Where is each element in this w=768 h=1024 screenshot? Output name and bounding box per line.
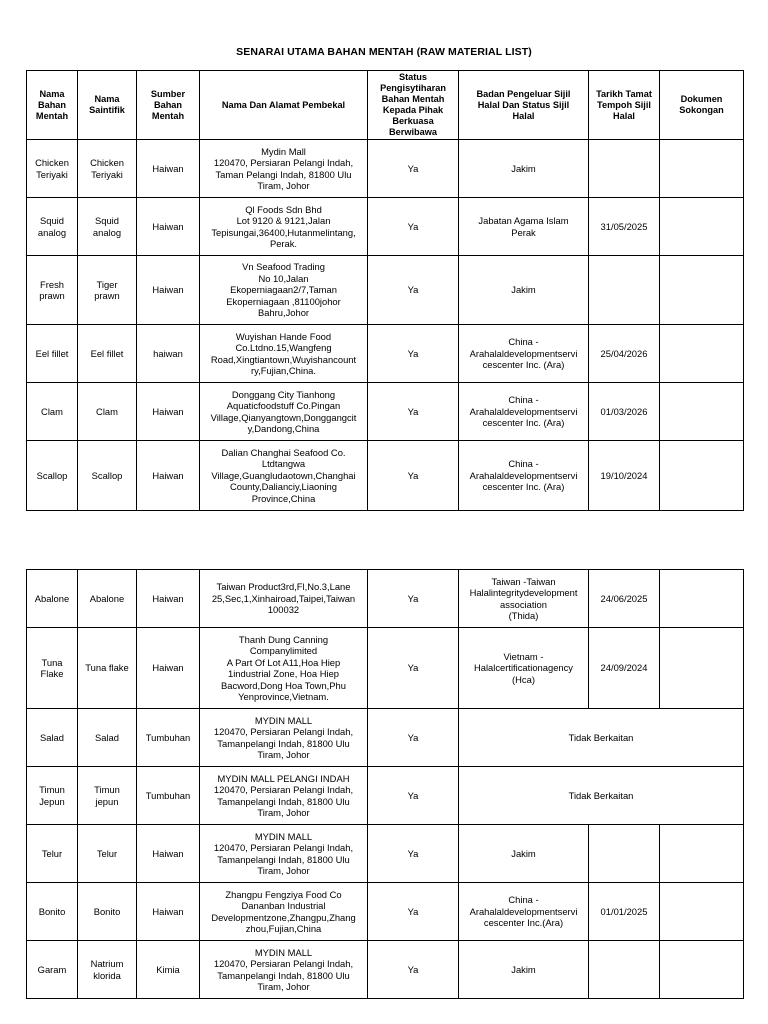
cell-tarikh-tamat: 24/06/2025 [589,570,660,628]
cell-badan-pengeluar-merged: Tidak Berkaitan [459,709,744,767]
cell-badan-pengeluar-merged: Tidak Berkaitan [459,767,744,825]
cell-sumber-bahan-mentah: Tumbuhan [137,767,200,825]
cell-badan-pengeluar: Jakim [459,825,589,883]
cell-status-pengisytiharan: Ya [368,325,459,383]
cell-status-pengisytiharan: Ya [368,941,459,999]
table-row [27,198,744,256]
cell-dokumen-sokongan [660,383,744,441]
cell-sumber-bahan-mentah: Haiwan [137,383,200,441]
cell-sumber-bahan-mentah: Kimia [137,941,200,999]
cell-pembekal: Wuyishan Hande Food Co.Ltdno.15,Wangfeng Road,Xingtiantown,Wuyishancount ry,Fujian,China. [200,325,368,383]
table-row [27,709,744,767]
header-tarikh-tamat-tempoh: Tarikh Tamat Tempoh Sijil Halal [589,71,660,140]
table-row [27,383,744,441]
cell-badan-pengeluar: China - Arahalaldevelopmentservi cescenter Inc.(Ara) [459,883,589,941]
cell-dokumen-sokongan [660,628,744,709]
cell-status-pengisytiharan: Ya [368,256,459,325]
cell-status-pengisytiharan: Ya [368,140,459,198]
cell-badan-pengeluar: Taiwan -Taiwan Halalintegritydevelopment association (Thida) [459,570,589,628]
header-nama-bahan-mentah: Nama Bahan Mentah [27,71,78,140]
cell-pembekal: MYDIN MALL 120470, Persiaran Pelangi Indah, Tamanpelangi Indah, 81800 Ulu Tiram, Johor [200,825,368,883]
cell-nama-saintifik: Natrium klorida [78,941,137,999]
cell-pembekal: Vn Seafood Trading No 10,Jalan Ekoperniagaan2/7,Taman Ekoperniagaan ,81100johor Bahru,Johor [200,256,368,325]
cell-nama-saintifik: Timun jepun [78,767,137,825]
cell-dokumen-sokongan [660,883,744,941]
cell-badan-pengeluar: Jakim [459,140,589,198]
table-row [27,941,744,999]
document-title: SENARAI UTAMA BAHAN MENTAH (RAW MATERIAL LIST) [236,46,532,58]
cell-nama-saintifik: Squid analog [78,198,137,256]
cell-tarikh-tamat [589,256,660,325]
cell-tarikh-tamat: 31/05/2025 [589,198,660,256]
cell-nama-bahan-mentah: Squid analog [27,198,78,256]
cell-nama-bahan-mentah: Bonito [27,883,78,941]
cell-nama-bahan-mentah: Eel fillet [27,325,78,383]
table-header-row [27,71,744,140]
cell-sumber-bahan-mentah: Haiwan [137,570,200,628]
cell-nama-saintifik: Clam [78,383,137,441]
cell-status-pengisytiharan: Ya [368,709,459,767]
cell-status-pengisytiharan: Ya [368,570,459,628]
cell-nama-bahan-mentah: Scallop [27,441,78,511]
cell-pembekal: Taiwan Product3rd,Fl,No.3,Lane 25,Sec,1,Xinhairoad,Taipei,Taiwan 100032 [200,570,368,628]
table-row [27,628,744,709]
table-row [27,883,744,941]
cell-dokumen-sokongan [660,570,744,628]
cell-nama-bahan-mentah: Garam [27,941,78,999]
cell-tarikh-tamat: 19/10/2024 [589,441,660,511]
cell-nama-bahan-mentah: Timun Jepun [27,767,78,825]
cell-status-pengisytiharan: Ya [368,825,459,883]
cell-nama-bahan-mentah: Tuna Flake [27,628,78,709]
cell-nama-saintifik: Scallop [78,441,137,511]
header-badan-pengeluar-sijil-halal: Badan Pengeluar Sijil Halal Dan Status Sijil Halal [459,71,589,140]
raw-material-table-page-2 [26,569,744,999]
cell-status-pengisytiharan: Ya [368,383,459,441]
table-row [27,441,744,511]
cell-pembekal: Zhangpu Fengziya Food Co Dananban Industrial Developmentzone,Zhangpu,Zhang zhou,Fujian,China [200,883,368,941]
table-row [27,767,744,825]
cell-badan-pengeluar: Jabatan Agama Islam Perak [459,198,589,256]
cell-tarikh-tamat [589,941,660,999]
cell-dokumen-sokongan [660,198,744,256]
cell-pembekal: Dalian Changhai Seafood Co. Ltdtangwa Village,Guangludaotown,Changhai County,Dalianciy,Liaoning Province,China [200,441,368,511]
cell-nama-saintifik: Eel fillet [78,325,137,383]
header-sumber-bahan-mentah: Sumber Bahan Mentah [137,71,200,140]
table-row [27,140,744,198]
cell-nama-saintifik: Abalone [78,570,137,628]
cell-badan-pengeluar: China - Arahalaldevelopmentservi cescenter Inc. (Ara) [459,441,589,511]
cell-badan-pengeluar: China - Arahalaldevelopmentservi cescenter Inc. (Ara) [459,325,589,383]
cell-badan-pengeluar: Vietnam - Halalcertificationagency (Hca) [459,628,589,709]
cell-nama-bahan-mentah: Abalone [27,570,78,628]
cell-dokumen-sokongan [660,325,744,383]
cell-nama-bahan-mentah: Salad [27,709,78,767]
cell-nama-bahan-mentah: Telur [27,825,78,883]
cell-nama-bahan-mentah: Chicken Teriyaki [27,140,78,198]
cell-badan-pengeluar: China - Arahalaldevelopmentservi cescenter Inc. (Ara) [459,383,589,441]
cell-sumber-bahan-mentah: Haiwan [137,198,200,256]
cell-sumber-bahan-mentah: Haiwan [137,256,200,325]
cell-status-pengisytiharan: Ya [368,441,459,511]
cell-pembekal: Ql Foods Sdn Bhd Lot 9120 & 9121,Jalan Tepisungai,36400,Hutanmelintang, Perak. [200,198,368,256]
cell-tarikh-tamat: 01/01/2025 [589,883,660,941]
cell-dokumen-sokongan [660,441,744,511]
cell-sumber-bahan-mentah: Haiwan [137,628,200,709]
cell-status-pengisytiharan: Ya [368,767,459,825]
cell-pembekal: MYDIN MALL PELANGI INDAH 120470, Persiaran Pelangi Indah, Tamanpelangi Indah, 81800 Ulu Tiram, Johor [200,767,368,825]
header-nama-dan-alamat-pembekal: Nama Dan Alamat Pembekal [200,71,368,140]
cell-sumber-bahan-mentah: Tumbuhan [137,709,200,767]
cell-status-pengisytiharan: Ya [368,198,459,256]
table-row [27,825,744,883]
cell-nama-bahan-mentah: Clam [27,383,78,441]
cell-dokumen-sokongan [660,825,744,883]
cell-tarikh-tamat: 24/09/2024 [589,628,660,709]
table-row [27,256,744,325]
table-row [27,570,744,628]
cell-pembekal: Donggang City Tianhong Aquaticfoodstuff Co.Pingan Village,Qianyangtown,Donggangcit y,Dandong,China [200,383,368,441]
cell-nama-saintifik: Bonito [78,883,137,941]
cell-pembekal: Thanh Dung Canning Companylimited A Part Of Lot A11,Hoa Hiep 1industrial Zone, Hoa Hiep Bacword,Dong Hoa Town,Phu Yenprovince,Vietnam. [200,628,368,709]
cell-sumber-bahan-mentah: Haiwan [137,825,200,883]
header-nama-saintifik: Nama Saintifik [78,71,137,140]
header-status-pengisytiharan: Status Pengisytiharan Bahan Mentah Kepada Pihak Berkuasa Berwibawa [368,71,459,140]
cell-pembekal: MYDIN MALL 120470, Persiaran Pelangi Indah, Tamanpelangi Indah, 81800 Ulu Tiram, Johor [200,941,368,999]
cell-tarikh-tamat: 25/04/2026 [589,325,660,383]
cell-nama-saintifik: Tiger prawn [78,256,137,325]
cell-tarikh-tamat [589,140,660,198]
cell-dokumen-sokongan [660,256,744,325]
cell-dokumen-sokongan [660,941,744,999]
cell-badan-pengeluar: Jakim [459,941,589,999]
cell-nama-saintifik: Tuna flake [78,628,137,709]
cell-nama-saintifik: Chicken Teriyaki [78,140,137,198]
cell-tarikh-tamat [589,825,660,883]
table-row [27,325,744,383]
cell-status-pengisytiharan: Ya [368,883,459,941]
cell-pembekal: MYDIN MALL 120470, Persiaran Pelangi Indah, Tamanpelangi Indah, 81800 Ulu Tiram, Johor [200,709,368,767]
cell-sumber-bahan-mentah: Haiwan [137,441,200,511]
cell-tarikh-tamat: 01/03/2026 [589,383,660,441]
header-dokumen-sokongan: Dokumen Sokongan [660,71,744,140]
cell-nama-saintifik: Salad [78,709,137,767]
cell-nama-saintifik: Telur [78,825,137,883]
raw-material-table-page-1 [26,70,744,511]
cell-pembekal: Mydin Mall 120470, Persiaran Pelangi Indah, Taman Pelangi Indah, 81800 Ulu Tiram, Johor [200,140,368,198]
cell-nama-bahan-mentah: Fresh prawn [27,256,78,325]
cell-dokumen-sokongan [660,140,744,198]
cell-status-pengisytiharan: Ya [368,628,459,709]
cell-badan-pengeluar: Jakim [459,256,589,325]
cell-sumber-bahan-mentah: haiwan [137,325,200,383]
cell-sumber-bahan-mentah: Haiwan [137,140,200,198]
cell-sumber-bahan-mentah: Haiwan [137,883,200,941]
